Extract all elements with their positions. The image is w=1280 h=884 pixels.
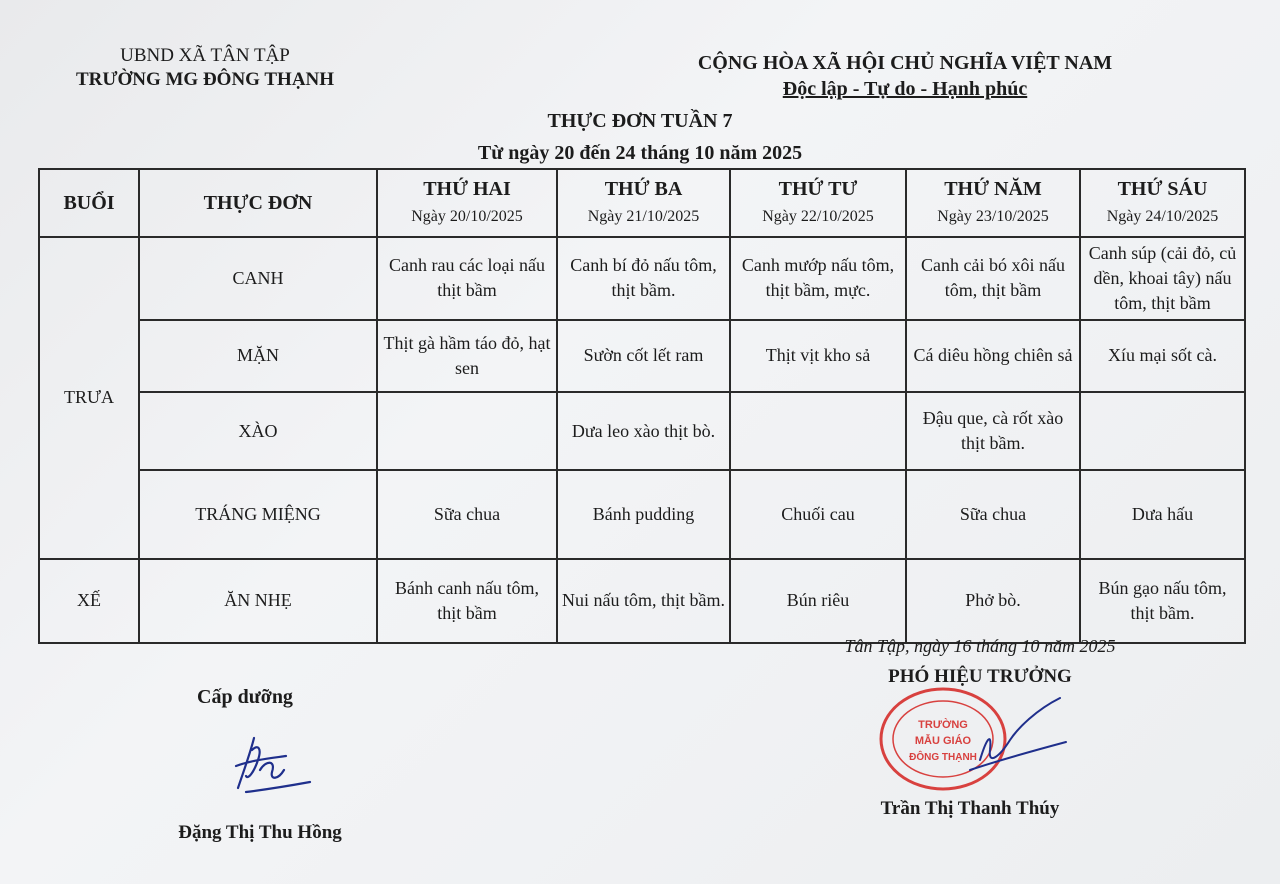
day-date: Ngày 22/10/2025 [762, 208, 874, 226]
menu-cell: Dưa leo xào thịt bò. [557, 392, 730, 470]
menu-cell [730, 392, 906, 470]
menu-cell [377, 392, 557, 470]
menu-table [38, 168, 1246, 644]
table-row [39, 559, 1245, 643]
table-row [39, 470, 1245, 558]
dish-category: TRÁNG MIỆNG [139, 470, 377, 558]
menu-cell [1080, 392, 1245, 470]
day-header [377, 169, 557, 237]
day-date: Ngày 21/10/2025 [587, 208, 700, 226]
menu-cell: Nui nấu tôm, thịt bầm. [557, 559, 730, 643]
day-name: THỨ TƯ [778, 178, 858, 201]
day-date: Ngày 20/10/2025 [411, 208, 523, 226]
vice-principal-name: Trần Thị Thanh Thúy [880, 798, 1060, 819]
menu-cell: Canh rau các loại nấu thịt bầm [377, 237, 557, 319]
svg-text:TRƯỜNG: TRƯỜNG [918, 719, 968, 731]
session-afternoon: XẾ [39, 559, 139, 643]
agency-header [40, 44, 370, 92]
agency-name: UBND XÃ TÂN TẬP [120, 45, 290, 66]
menu-cell: Đậu que, cà rốt xào thịt bầm. [906, 392, 1080, 470]
col-menu-header: THỰC ĐƠN [139, 169, 377, 237]
menu-cell: Thịt gà hầm táo đỏ, hạt sen [377, 320, 557, 392]
national-title: CỘNG HÒA XÃ HỘI CHỦ NGHĨA VIỆT NAM [697, 52, 1113, 74]
day-name: THỨ BA [604, 178, 683, 201]
menu-cell: Canh cải bó xôi nấu tôm, thịt bầm [906, 237, 1080, 319]
menu-cell: Bún riêu [730, 559, 906, 643]
session-lunch: TRƯA [39, 237, 139, 558]
dish-category: CANH [139, 237, 377, 319]
dish-category: XÀO [139, 392, 377, 470]
menu-cell: Phở bò. [906, 559, 1080, 643]
menu-cell: Bánh pudding [557, 470, 730, 558]
menu-cell: Sữa chua [906, 470, 1080, 558]
day-name: THỨ SÁU [1117, 178, 1208, 201]
day-date: Ngày 24/10/2025 [1106, 208, 1219, 226]
dish-category: ĂN NHẸ [139, 559, 377, 643]
menu-cell: Sữa chua [377, 470, 557, 558]
svg-text:MẪU GIÁO: MẪU GIÁO [914, 735, 972, 747]
place-date: Tân Tập, ngày 16 tháng 10 năm 2025 [844, 636, 1116, 656]
vice-principal-title: PHÓ HIỆU TRƯỞNG [888, 666, 1072, 687]
menu-cell: Bún gạo nấu tôm, thịt bầm. [1080, 559, 1245, 643]
day-header [1080, 169, 1245, 237]
menu-cell: Chuối cau [730, 470, 906, 558]
dish-category: MẶN [139, 320, 377, 392]
menu-cell: Canh mướp nấu tôm, thịt bầm, mực. [730, 237, 906, 319]
document-subtitle: Từ ngày 20 đến 24 tháng 10 năm 2025 [477, 142, 803, 164]
document-title: THỰC ĐƠN TUẦN 7 [547, 110, 733, 132]
cook-signature [232, 730, 316, 802]
menu-cell: Bánh canh nấu tôm, thịt bầm [377, 559, 557, 643]
menu-cell: Cá diêu hồng chiên sả [906, 320, 1080, 392]
day-name: THỨ HAI [423, 178, 511, 201]
national-header [650, 50, 1160, 102]
table-header-row [39, 169, 1245, 237]
day-header [906, 169, 1080, 237]
svg-text:ĐÔNG THẠNH: ĐÔNG THẠNH [909, 752, 977, 763]
col-session-header: BUỔI [39, 169, 139, 237]
table-row [39, 392, 1245, 470]
school-name: TRƯỜNG MG ĐÔNG THẠNH [75, 69, 335, 90]
menu-cell: Canh súp (cải đỏ, củ dền, khoai tây) nấu tôm, thịt bầm [1080, 237, 1245, 319]
cook-title: Cấp dưỡng [197, 686, 293, 708]
national-motto: Độc lập - Tự do - Hạnh phúc [782, 78, 1028, 100]
menu-cell: Sườn cốt lết ram [557, 320, 730, 392]
table-row [39, 237, 1245, 319]
table-row [39, 320, 1245, 392]
cook-name: Đặng Thị Thu Hồng [178, 822, 342, 843]
menu-cell: Canh bí đỏ nấu tôm, thịt bầm. [557, 237, 730, 319]
menu-cell: Dưa hấu [1080, 470, 1245, 558]
day-header [730, 169, 906, 237]
menu-cell: Thịt vịt kho sả [730, 320, 906, 392]
menu-cell: Xíu mại sốt cà. [1080, 320, 1245, 392]
day-date: Ngày 23/10/2025 [937, 208, 1049, 226]
day-header [557, 169, 730, 237]
vice-principal-signature [940, 690, 1080, 780]
day-name: THỨ NĂM [944, 178, 1042, 201]
